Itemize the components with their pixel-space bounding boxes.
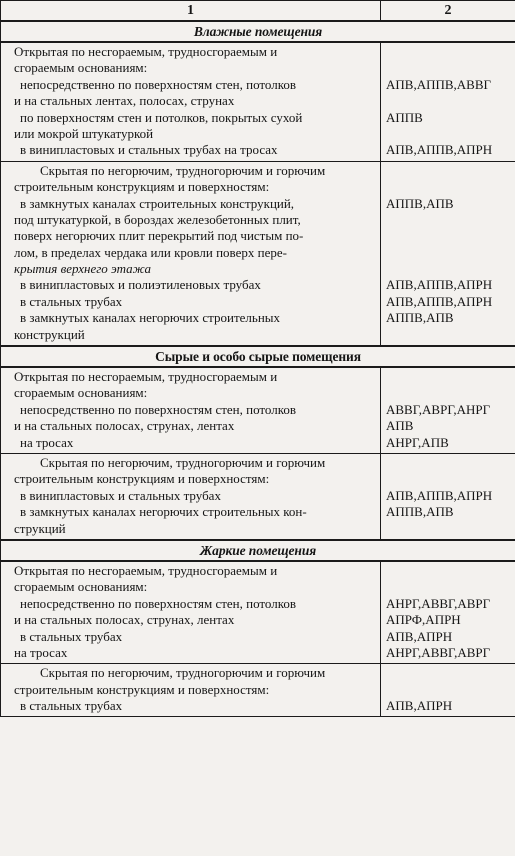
wiring-method-cell (1, 561, 381, 664)
section-title-row (1, 346, 515, 367)
cable-brand (386, 563, 513, 579)
cable-brand (386, 471, 513, 487)
cable-brand (386, 93, 513, 109)
cable-brand: АПВ (386, 418, 414, 434)
wiring-method-line: или мокрой штукатуркой (14, 125, 154, 141)
cable-brand (386, 369, 513, 385)
cable-brand: АППВ (386, 109, 423, 125)
cable-brand (386, 228, 513, 244)
table-row (1, 561, 515, 664)
table-row (1, 367, 515, 453)
cable-brand: АППВ,АПВ (386, 504, 454, 520)
cable-brand-cell (381, 42, 515, 161)
wiring-method-line: Открытая по несгораемым, трудносгораемым и (14, 562, 278, 578)
section-title: Сырые и особо сырые помещения (155, 349, 361, 365)
cable-brand-cell (381, 453, 515, 539)
wiring-method-line: сгораемым основаниям: (14, 60, 148, 76)
cable-brand (386, 455, 513, 471)
wiring-method-line: и на стальных лентах, полосах, струнах (14, 93, 235, 109)
section-title-row (1, 21, 515, 42)
cable-brand (386, 665, 513, 681)
cable-brand (386, 212, 513, 228)
wiring-method-cell (1, 664, 381, 717)
wiring-method-line: по поверхностям стен и потолков, покрытых сухой (20, 109, 303, 125)
cable-brand (386, 385, 513, 401)
header-row (1, 1, 515, 22)
cable-brand: АПВ,АППВ,АПРН (386, 277, 493, 293)
cable-brand: АНРГ,АПВ (386, 434, 449, 450)
wiring-method-cell (1, 42, 381, 161)
cable-brand (386, 60, 513, 76)
cable-brand: АППВ,АПВ (386, 310, 454, 326)
table-row (1, 453, 515, 539)
table-row (1, 161, 515, 346)
wiring-method-line: в замкнутых каналах негорючих строительных кон- (20, 504, 307, 520)
cable-brand (386, 579, 513, 595)
cable-brand (386, 327, 513, 343)
wiring-method-line: в замкнутых каналах строительных конструкций, (20, 195, 295, 211)
cable-brand: АПВ,АППВ,АПРН (386, 293, 493, 309)
cable-brand (386, 179, 513, 195)
wiring-method-line: и на стальных полосах, струнах, лентах (14, 418, 235, 434)
cable-brand: АПВ,АПРН (386, 628, 453, 644)
wiring-method-cell (1, 453, 381, 539)
cable-brand: АНРГ,АВВГ,АВРГ (386, 595, 491, 611)
wiring-method-line: струкций (14, 520, 66, 536)
wiring-method-line: строительным конструкциям и поверхностям: (14, 681, 270, 697)
wiring-method-line: на тросах (20, 434, 74, 450)
cable-brand: АППВ,АПВ (386, 195, 454, 211)
table-body (1, 21, 515, 717)
wiring-method-cell (1, 161, 381, 346)
section-title-cell (1, 21, 515, 42)
cable-brand (386, 163, 513, 179)
section-title: Влажные помещения (193, 24, 323, 39)
wiring-method-line: в винипластовых и стальных трубах (20, 487, 221, 503)
wiring-method-line: Скрытая по негорючим, трудногорючим и горючим (40, 454, 326, 470)
cable-brand-cell (381, 367, 515, 453)
cable-brand-cell (381, 161, 515, 346)
cable-brand: АПВ,АПРН (386, 698, 453, 714)
wiring-method-line: и на стальных полосах, струнах, лентах (14, 612, 235, 628)
cable-brand: АПВ,АППВ,АПРН (386, 487, 493, 503)
table-row (1, 664, 515, 717)
wiring-method-line: конструкций (14, 326, 85, 342)
cable-brand (386, 682, 513, 698)
cable-brand: АНРГ,АВВГ,АВРГ (386, 644, 491, 660)
wiring-method-line: сгораемым основаниям: (14, 579, 148, 595)
wiring-method-line: Открытая по несгораемым, трудносгораемым и (14, 44, 278, 59)
cable-brand: АВВГ,АВРГ,АНРГ (386, 401, 491, 417)
column-header-1: 1 (1, 1, 381, 22)
wiring-method-line: в винипластовых и полиэтиленовых трубах (20, 277, 261, 293)
cable-brand (386, 126, 513, 142)
cable-brand (386, 261, 513, 277)
column-header-2: 2 (381, 1, 515, 22)
wiring-method-line: в замкнутых каналах негорючих строительных (20, 310, 281, 326)
cable-brand (386, 521, 513, 537)
section-title-cell (1, 540, 515, 561)
cable-brand (386, 44, 513, 60)
wiring-method-line: строительным конструкциям и поверхностям: (14, 471, 270, 487)
wiring-method-line: в винипластовых и стальных трубах на тросах (20, 142, 278, 158)
section-title-cell (1, 346, 515, 367)
wiring-method-line: в стальных трубах (20, 628, 123, 644)
cable-brand: АПВ,АППВ,АПРН (386, 142, 493, 158)
wiring-method-line: под штукатуркой, в бороздах железобетонных плит, (14, 211, 301, 227)
wiring-method-line: сгораемым основаниям: (14, 385, 148, 401)
cable-brand (386, 245, 513, 261)
wiring-method-line: на тросах (14, 644, 68, 660)
cable-brand-cell (381, 664, 515, 717)
cable-brand-cell (381, 561, 515, 664)
wiring-method-line: Скрытая по негорючим, трудногорючим и горючим (40, 665, 326, 681)
wiring-method-line: строительным конструкциям и поверхностям: (14, 179, 270, 195)
wiring-method-line: поверх негорючих плит перекрытий под чистым по- (14, 228, 304, 244)
wiring-method-line: в стальных трубах (20, 293, 123, 309)
wiring-method-line: непосредственно по поверхностям стен, потолков (20, 76, 297, 92)
wiring-method-line: в стальных трубах (20, 698, 123, 714)
wiring-method-line: Открытая по несгораемым, трудносгораемым и (14, 369, 278, 385)
cable-brand: АПРФ,АПРН (386, 612, 461, 628)
wiring-method-line: непосредственно по поверхностям стен, потолков (20, 401, 297, 417)
wiring-method-line: непосредственно по поверхностям стен, потолков (20, 595, 297, 611)
table-row (1, 42, 515, 161)
section-title: Жаркие помещения (199, 542, 317, 558)
wiring-method-line: лом, в пределах чердака или кровли поверх пере- (14, 244, 287, 260)
wiring-method-cell (1, 367, 381, 453)
cable-brand: АПВ,АППВ,АВВГ (386, 76, 492, 92)
section-title-row (1, 540, 515, 561)
wiring-method-line: крытия верхнего этажа (14, 261, 152, 277)
wiring-method-line: Скрытая по негорючим, трудногорючим и горючим (40, 162, 326, 178)
